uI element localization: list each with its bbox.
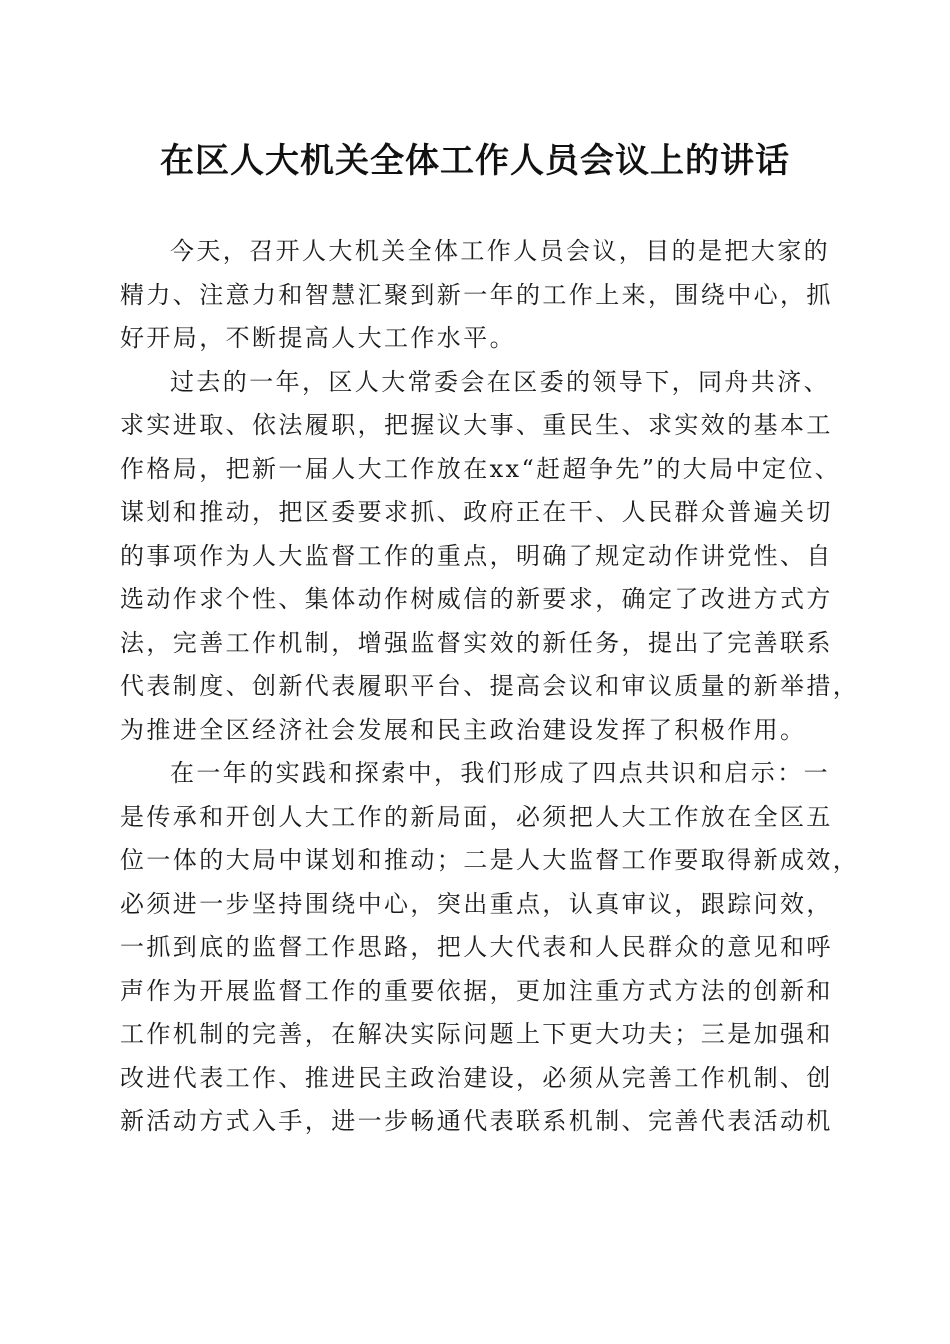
body-line: 在一年的实践和探索中，我们形成了四点共识和启示：一 bbox=[170, 759, 830, 787]
body-line: 的事项作为人大监督工作的重点，明确了规定动作讲党性、自 bbox=[120, 541, 833, 570]
body-line: 是传承和开创人大工作的新局面，必须把人大工作放在全区五 bbox=[120, 802, 833, 831]
body-line: 求实进取、依法履职，把握议大事、重民生、求实效的基本工 bbox=[120, 411, 833, 439]
document-body bbox=[120, 230, 860, 1144]
body-line: 为推进全区经济社会发展和民主政治建设发挥了积极作用。 bbox=[120, 715, 807, 744]
body-line: 选动作求个性、集体动作树威信的新要求，确定了改进方式方 bbox=[120, 585, 833, 613]
body-line: 过去的一年，区人大常委会在区委的领导下，同舟共济、 bbox=[170, 367, 830, 396]
body-line: 必须进一步坚持围绕中心，突出重点，认真审议，跟踪问效， bbox=[120, 889, 833, 918]
body-line: 作格局，把新一届人大工作放在xx“赶超争先”的大局中定位、 bbox=[120, 454, 842, 483]
body-line: 好开局，不断提高人大工作水平。 bbox=[120, 324, 516, 352]
document-title: 在区人大机关全体工作人员会议上的讲话 bbox=[160, 141, 790, 181]
body-line: 法，完善工作机制，增强监督实效的新任务，提出了完善联系 bbox=[120, 628, 833, 657]
body-line: 代表制度、创新代表履职平台、提高会议和审议质量的新举措， bbox=[120, 672, 860, 700]
body-line: 工作机制的完善，在解决实际问题上下更大功夫；三是加强和 bbox=[120, 1020, 833, 1048]
body-line: 精力、注意力和智慧汇聚到新一年的工作上来，围绕中心，抓 bbox=[120, 280, 833, 309]
body-line: 谋划和推动，把区委要求抓、政府正在干、人民群众普遍关切 bbox=[120, 498, 833, 526]
body-line: 新活动方式入手，进一步畅通代表联系机制、完善代表活动机 bbox=[120, 1107, 833, 1135]
body-line: 一抓到底的监督工作思路，把人大代表和人民群众的意见和呼 bbox=[120, 933, 833, 961]
body-line: 改进代表工作、推进民主政治建设，必须从完善工作机制、创 bbox=[120, 1063, 833, 1092]
body-line: 今天，召开人大机关全体工作人员会议，目的是把大家的 bbox=[170, 237, 830, 265]
body-line: 位一体的大局中谋划和推动；二是人大监督工作要取得新成效， bbox=[120, 846, 860, 874]
body-line: 声作为开展监督工作的重要依据，更加注重方式方法的创新和 bbox=[120, 976, 833, 1005]
